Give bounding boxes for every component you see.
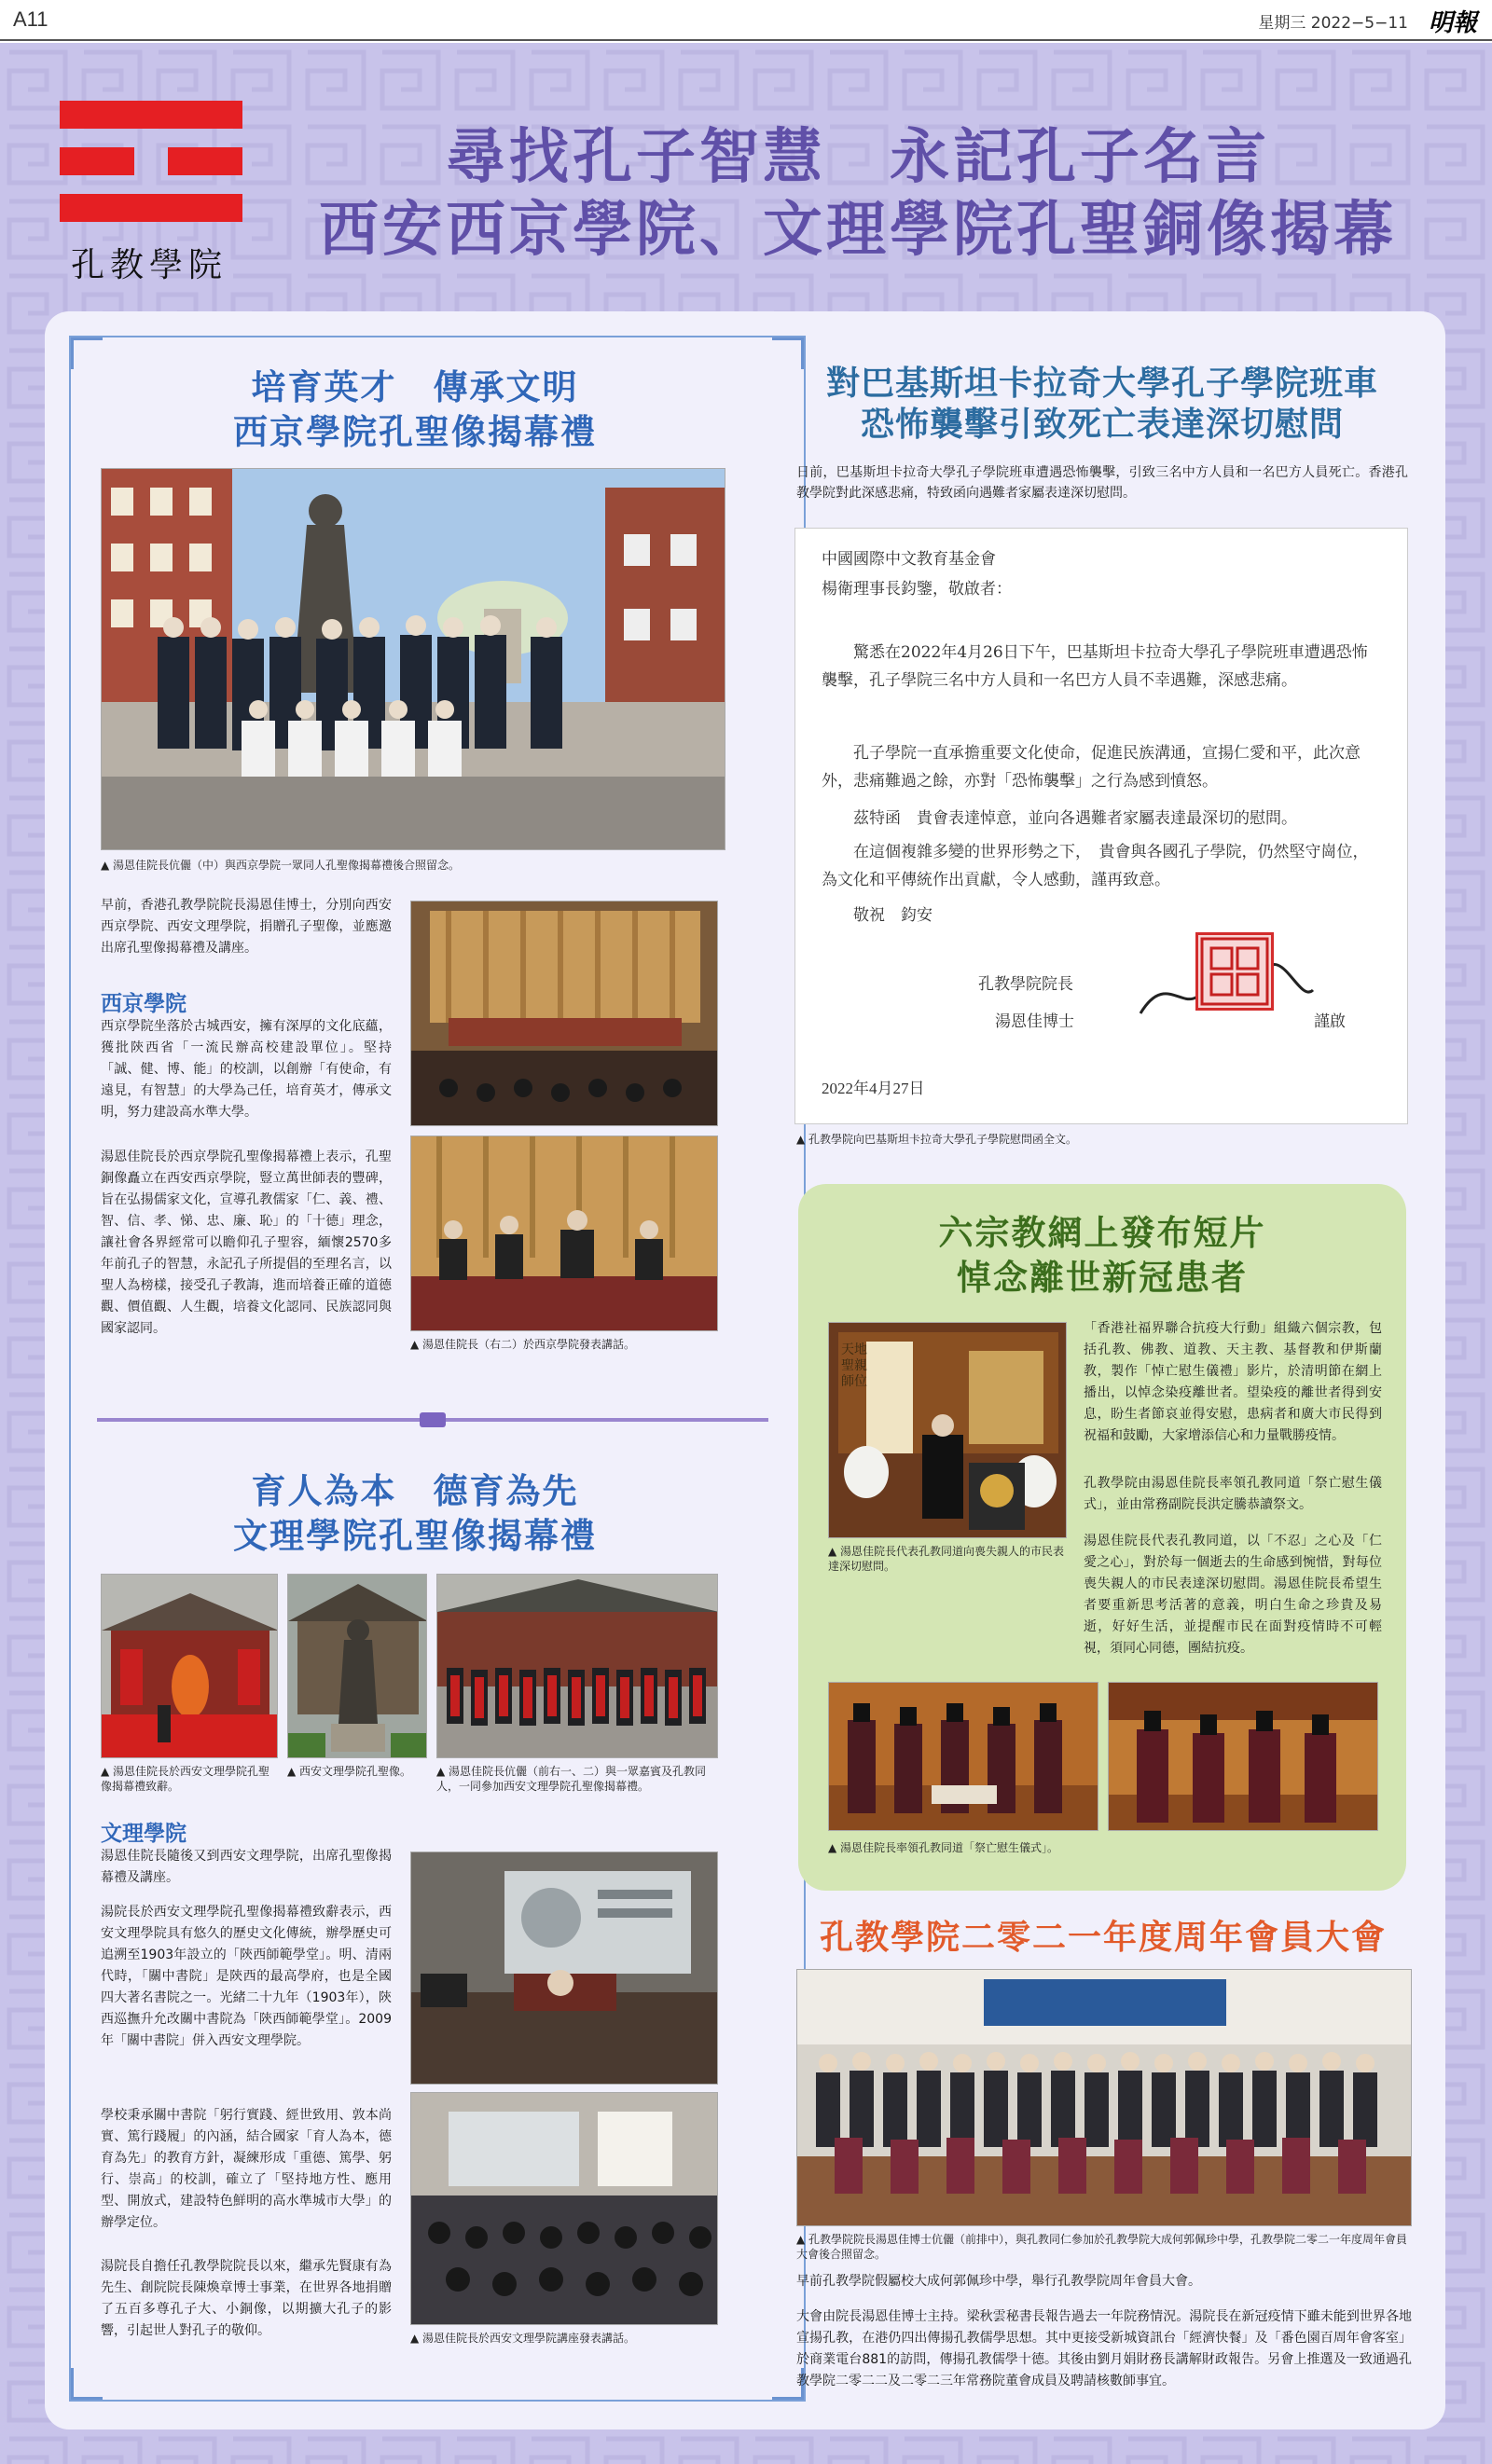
condolence-heading [794,364,1410,446]
wenli-group-caption: ▲ 湯恩佳院長伉儷（前右一、二）與一眾嘉賓及孔教同人，一同參加西安文理學院孔聖像揭幕禮。 [436,1765,707,1793]
ritual-caption: ▲ 湯恩佳院長率領孔教同道「祭亡慰生儀式」。 [828,1841,1059,1854]
red-seal [1195,932,1274,1011]
headline-line-2: 西安西京學院、文理學院孔聖銅像揭幕 [319,196,1397,265]
letter-salutation: 楊衛理事長鈞鑒，敬啟者： [822,580,1012,599]
wenli-heading-line-1: 育人為本 德育為先 [251,1471,579,1511]
wenli-ceremony-photo [101,1574,278,1758]
section-divider [97,1412,768,1427]
letter-paragraph-4: 在這個複雜多變的世界形勢之下， 貴會與各國孔子學院，仍然堅守崗位，為文化和平傳統作出貢獻，令人感動，謹再致意。 [822,843,1369,889]
wenli-paragraph-4: 湯院長自擔任孔教學院院長以來，繼承先賢康有為先生、創院院長陳煥章博士事業，在世界各地捐贈了五百多尊孔子大、小銅像，以期擴大孔子的影響，引起世人對孔子的敬仰。 [101,2259,392,2338]
letter-signer-title: 孔教學院院長 [978,975,1073,994]
green-paragraph-3: 湯恩佳院長代表孔教同道，以「不忍」之心及「仁愛之心」，對於每一個逝去的生命感到惋惜，對每位喪失親人的市民表達深切慰問。湯恩佳院長希望生者要重新思考活著的意義，明白生命之珍貴及易逝，好好生活，並提醒市民在面對疫情時不可輕視，須同心同德，團結抗疫。 [1084,1534,1382,1656]
wenli-audience-photo [410,2092,718,2325]
letter-paragraph-1: 驚悉在2022年4月26日下午，巴基斯坦卡拉奇大學孔子學院班車遭遇恐怖襲擊，孔子學院三名中方人員和一名巴方人員不幸遇難，深感悲痛。 [822,643,1368,690]
letter-signer-name: 湯恩佳博士 [995,1012,1074,1031]
wenli-group-photo [436,1574,718,1758]
newspaper-logo: 明報 [1428,9,1477,37]
letter-date: 2022年4月27日 [822,1080,925,1097]
anniversary-paragraph-2: 大會由院長湯恩佳博士主持。梁秋雲秘書長報告過去一年院務情況。湯院長在新冠疫情下雖未能到世界各地宣揚孔教，在港仍四出傳揚孔教儒學思想。其中更接受新城資訊台「經濟快餐」及「番色園百周年會客室」於商業電台881的訪問，傳揚孔教儒學十德。其後由劉月娟財務長講解財政報告。另會上推選及一致通過孔教學院二零二二及二零二三年常務院董會成員及聘請核數師事宜。 [796,2309,1412,2388]
wenli-ceremony-caption: ▲ 湯恩佳院長於西安文理學院孔聖像揭幕禮致辭。 [101,1765,270,1793]
xijing-heading-line-2: 西京學院孔聖像揭幕禮 [233,412,597,452]
wenli-heading [93,1469,737,1559]
xijing-speech-photo [410,1136,718,1331]
letter-caption: ▲ 孔教學院向巴基斯坦卡拉奇大學孔子學院慰問函全文。 [796,1133,1078,1146]
xijing-paragraph-2: 湯恩佳院長於西京學院孔聖像揭幕禮上表示，孔聖銅像矗立在西安西京學院，豎立萬世師表的豐碑，旨在弘揚儒家文化，宣導孔教儒家「仁、義、禮、智、信、孝、悌、忠、廉、恥」的「十德」理念，讓社會各界經常可以瞻仰孔子聖容，緬懷2570多年前孔子的智慧，永記孔子所提倡的至理名言，以聖人為榜樣，接受孔子教誨，進而培養正確的道德觀、價值觀、人生觀，培養文化認同、民族認同與國家認同。 [101,1149,392,1336]
letter-paragraph-2: 孔子學院一直承擔重要文化使命，促進民族溝通，宣揚仁愛和平，此次意外，悲痛難過之餘，亦對「恐怖襲擊」之行為感到憤怒。 [822,744,1361,791]
wenli-paragraph-2: 湯院長於西安文理學院孔聖像揭幕禮致辭表示，西安文理學院具有悠久的歷史文化傳統，辦學歷史可追溯至1903年設立的「陝西師範學堂」。明、清兩代時，「關中書院」是陝西的最高學府，也是全國四大著名書院之一。光緒二十九年（1903年），陝西巡撫升允改關中書院為「陝西師範學堂」。2009年「關中書院」併入西安文理學院。 [101,1905,392,2048]
green-feature-box [798,1184,1406,1891]
letter-closing: 敬祝 鈞安 [853,906,932,925]
anniversary-caption: ▲ 孔教學院院長湯恩佳博士伉儷（前排中），與孔教同仁參加於孔教學院大成何郭佩珍中學，孔教學院二零二一年度周年會員大會後合照留念。 [796,2233,1408,2261]
headline-line-1: 尋找孔子智慧 永記孔子名言 [446,123,1270,192]
letter-paragraph-3: 茲特函 貴會表達悼意，並向各遇難者家屬表達最深切的慰問。 [853,809,1297,828]
frame-corner-ornament [71,2368,103,2400]
wenli-lecture-caption: ▲ 湯恩佳院長於西安文理學院講座發表講話。 [410,2332,636,2345]
wenli-heading-line-2: 文理學院孔聖像揭幕禮 [233,1516,597,1556]
letter-sign-off: 謹啟 [1314,1012,1346,1031]
altar-plaque-text: 天地聖親師位 [841,1342,867,1389]
wenli-statue-caption: ▲ 西安文理學院孔聖像。 [287,1765,412,1778]
xijing-photo-caption: ▲ 湯恩佳院長伉儷（中）與西京學院一眾同人孔聖像揭幕禮後合照留念。 [101,859,461,872]
xijing-group-photo [101,468,725,850]
condolence-heading-line-1: 對巴基斯坦卡拉奇大學孔子學院班車 [825,365,1378,403]
condolence-intro: 日前，巴基斯坦卡拉奇大學孔子學院班車遭遇恐怖襲擊，引致三名中方人員和一名巴方人員死亡。香港孔教學院對此深感悲痛，特致函向遇難者家屬表達深切慰問。 [796,465,1408,501]
xijing-speech-caption: ▲ 湯恩佳院長（右二）於西京學院發表講話。 [410,1338,636,1351]
anniversary-heading: 孔教學院二零二一年度周年會員大會 [819,1919,1387,1957]
wenli-paragraph-3: 學校秉承關中書院「躬行實踐、經世致用、敦本尚實、篤行踐履」的內涵，結合國家「育人為本，德育為先」的教育方針，凝練形成「重德、篤學、躬行、崇高」的校訓，確立了「堅持地方性、應用型、開放式，建設特色鮮明的高水準城市大學」的辦學定位。 [101,2108,392,2230]
xijing-intro: 早前，香港孔教學院院長湯恩佳博士，分別向西安西京學院、西安文理學院，捐贈孔子聖像，並應邀出席孔聖像揭幕禮及講座。 [101,898,392,956]
letter-recipient-org: 中國國際中文教育基金會 [822,550,996,569]
green-heading-line-2: 悼念離世新冠患者 [957,1258,1248,1298]
anniversary-group-photo [796,1969,1412,2226]
memorial-altar-caption: ▲ 湯恩佳院長代表孔教同道向喪失親人的市民表達深切慰問。 [828,1545,1065,1573]
frame-corner-ornament [71,337,103,369]
green-heading-line-1: 六宗教網上發布短片 [938,1213,1266,1253]
main-headline [270,121,1445,267]
xijing-section-title: 西京學院 [101,992,186,1016]
kongjiao-logo [56,101,242,287]
green-paragraph-2: 孔教學院由湯恩佳院長率領孔教同道「祭亡慰生儀式」，並由常務副院長洪定騰恭讀祭文。 [1084,1476,1382,1512]
page-header [0,0,1492,41]
condolence-heading-line-2: 恐怖襲擊引致死亡表達深切慰問 [860,406,1344,444]
xijing-heading [93,365,737,455]
logo-text: 孔教學院 [70,246,228,284]
condolence-letter [794,528,1408,1124]
ritual-photo-2 [1108,1682,1378,1831]
xijing-paragraph-1: 西京學院坐落於古城西安，擁有深厚的文化底蘊，獲批陝西省「一流民辦高校建設單位」。堅持「誠、健、博、能」的校訓，以創辦「有使命，有遠見，有智慧」的大學為己任，培育英才，傳承文明，努力建設高水準大學。 [101,1019,392,1120]
wenli-section-title: 文理學院 [101,1822,186,1846]
xijing-lecture-hall-photo [410,901,718,1126]
anniversary-paragraph-1: 早前孔教學院假屬校大成何郭佩珍中學，舉行孔教學院周年會員大會。 [796,2274,1201,2289]
ritual-photo-1 [828,1682,1098,1831]
issue-date: 星期三 2022−5−11 [1258,14,1408,33]
wenli-statue-photo [287,1574,427,1758]
page-number: A11 [13,7,48,31]
wenli-lecture-photo [410,1851,718,2085]
green-paragraph-1: 「香港社福界聯合抗疫大行動」組織六個宗教，包括孔教、佛教、道教、天主教、基督教和伊斯蘭教，製作「悼亡慰生儀禮」影片，於清明節在網上播出，以悼念染疫離世者。望染疫的離世者得到安息，盼生者節哀並得安慰，患病者和廣大市民得到祝福和鼓勵，大家增添信心和力量戰勝疫情。 [1084,1321,1382,1443]
xijing-heading-line-1: 培育英才 傳承文明 [251,367,579,407]
wenli-paragraph-1: 湯恩佳院長隨後又到西安文理學院，出席孔聖像揭幕禮及講座。 [101,1849,392,1885]
